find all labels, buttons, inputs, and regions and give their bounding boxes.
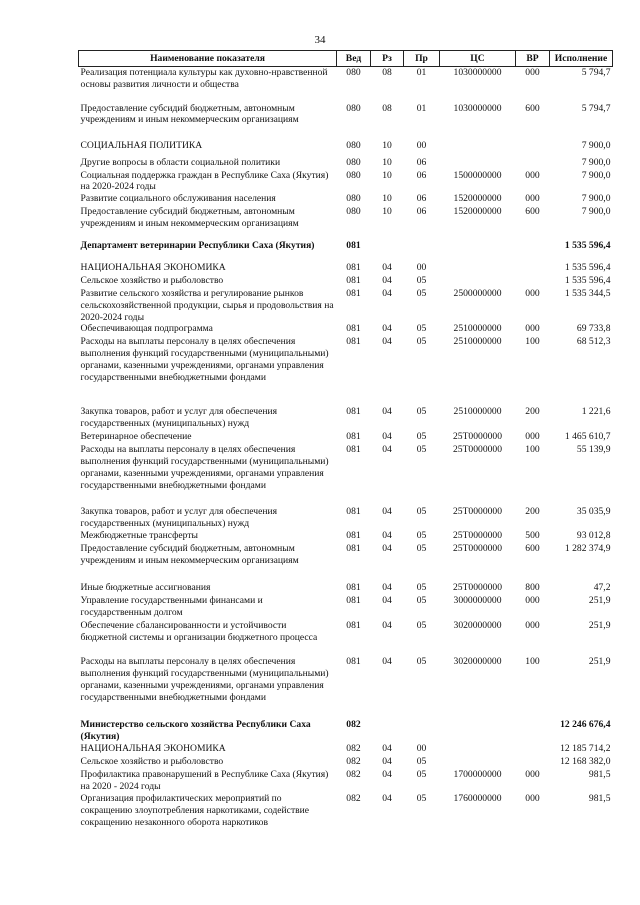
cell-rz: 04	[382, 323, 392, 335]
cell-pr: 00	[416, 139, 427, 151]
cell-vr: 500	[525, 530, 540, 542]
cell-exec: 1 282 374,9	[564, 543, 611, 555]
cell-cs: 1520000000	[453, 206, 502, 218]
cell-vr: 000	[525, 620, 540, 632]
table-row	[79, 140, 613, 157]
cell-rz: 10	[382, 206, 392, 218]
table-row	[79, 656, 613, 719]
table-row	[79, 193, 613, 206]
cell-vr: 000	[525, 769, 540, 781]
cell-vr	[516, 157, 550, 170]
cell-name: Развитие сельского хозяйства и регулирование рынков сельскохозяйственной продукции, сырья и продовольствия на 2020-2024 годы	[80, 288, 334, 323]
header-ved: Вед	[337, 51, 371, 67]
cell-pr: 06	[416, 193, 427, 205]
cell-vr: 200	[525, 506, 540, 518]
cell-name: Другие вопросы в области социальной политики	[80, 156, 281, 168]
table-row	[79, 262, 613, 275]
table-row	[79, 240, 613, 262]
cell-name: Предоставление субсидий бюджетным, автономным учреждениям и иным некоммерческим организациям	[80, 206, 299, 229]
cell-name: Профилактика правонарушений в Республике Саха (Якутия) на 2020 - 2024 годы	[80, 769, 329, 792]
cell-pr: 05	[416, 323, 427, 335]
cell-cs	[440, 240, 516, 262]
cell-ved: 082	[346, 793, 361, 805]
cell-exec: 1 535 596,4	[564, 275, 611, 287]
table-row	[79, 275, 613, 288]
cell-vr	[516, 275, 550, 288]
cell-cs: 2500000000	[453, 288, 502, 300]
cell-ved: 081	[346, 543, 361, 555]
cell-name: Закупка товаров, работ и услуг для обеспечения государственных (муниципальных) нужд	[80, 506, 278, 530]
cell-vr: 000	[525, 288, 540, 300]
cell-vr	[516, 756, 550, 769]
table-row	[79, 595, 613, 620]
cell-ved: 080	[346, 67, 361, 78]
cell-ved: 081	[346, 240, 361, 252]
cell-pr: 05	[416, 444, 427, 456]
cell-vr: 600	[525, 102, 540, 114]
cell-cs: 25Т0000000	[452, 543, 503, 555]
cell-exec: 251,9	[588, 595, 611, 607]
cell-pr: 05	[416, 793, 427, 805]
cell-ved: 081	[346, 323, 361, 335]
cell-cs: 2510000000	[453, 406, 502, 418]
cell-ved: 081	[346, 431, 361, 443]
cell-rz: 04	[382, 431, 392, 443]
cell-rz: 04	[382, 756, 392, 768]
cell-cs: 3000000000	[453, 595, 502, 607]
cell-pr: 05	[416, 582, 427, 594]
cell-pr: 00	[416, 262, 427, 274]
cell-ved: 082	[346, 769, 361, 781]
cell-pr: 05	[416, 336, 427, 348]
table-row	[79, 170, 613, 194]
cell-ved: 080	[346, 169, 361, 181]
cell-pr: 05	[416, 656, 427, 668]
cell-ved: 080	[346, 139, 361, 151]
cell-pr: 05	[416, 595, 427, 607]
cell-ved: 080	[346, 102, 361, 114]
cell-rz: 04	[382, 406, 392, 418]
page-number: 34	[314, 34, 326, 46]
cell-vr: 000	[525, 193, 540, 205]
cell-ved: 081	[346, 275, 361, 287]
cell-name: Ветеринарное обеспечение	[80, 431, 192, 443]
header-pr: Пр	[404, 51, 440, 67]
cell-rz: 04	[382, 262, 392, 274]
cell-ved: 081	[346, 582, 361, 594]
cell-cs: 1030000000	[453, 102, 502, 114]
cell-rz: 04	[382, 595, 392, 607]
cell-ved: 081	[346, 262, 361, 274]
cell-exec: 7 900,0	[581, 169, 611, 181]
cell-exec: 1 535 596,4	[564, 240, 611, 252]
cell-rz: 04	[382, 793, 392, 805]
cell-ved: 081	[346, 620, 361, 632]
header-exec: Исполнение	[550, 51, 613, 67]
table-row	[79, 206, 613, 240]
cell-pr	[404, 240, 440, 262]
cell-exec: 35 035,9	[576, 506, 611, 518]
cell-exec: 12 246 676,4	[560, 719, 611, 731]
cell-ved: 082	[346, 756, 361, 768]
cell-pr: 05	[416, 275, 427, 287]
cell-name: НАЦИОНАЛЬНАЯ ЭКОНОМИКА	[80, 262, 226, 274]
cell-cs	[440, 157, 516, 170]
cell-cs: 1520000000	[453, 193, 502, 205]
table-row	[79, 506, 613, 530]
cell-ved: 082	[346, 719, 361, 731]
cell-cs: 25Т0000000	[452, 582, 503, 594]
cell-exec: 5 794,7	[581, 67, 611, 78]
table-row	[79, 793, 613, 841]
cell-cs: 1700000000	[453, 769, 502, 781]
cell-pr: 01	[416, 67, 427, 78]
cell-exec: 1 535 344,5	[564, 288, 611, 300]
cell-pr: 05	[416, 756, 427, 768]
cell-exec: 47,2	[593, 582, 611, 594]
cell-name: Расходы на выплаты персоналу в целях обеспечения выполнения функций государственными (муниципальными) органами, казенными учреждениями, органами управления государственными внебюджетными фондами	[80, 336, 329, 383]
cell-ved: 082	[346, 743, 361, 755]
cell-cs	[440, 262, 516, 275]
table-row	[79, 444, 613, 506]
table-row	[79, 103, 613, 140]
table-row	[79, 769, 613, 793]
cell-rz: 04	[382, 288, 392, 300]
cell-ved: 080	[346, 156, 361, 168]
cell-vr: 100	[525, 444, 540, 456]
cell-ved: 081	[346, 595, 361, 607]
cell-vr: 000	[525, 169, 540, 181]
table-row	[79, 530, 613, 543]
cell-rz: 04	[382, 530, 392, 542]
cell-exec: 1 535 596,4	[564, 262, 611, 274]
cell-pr: 05	[416, 543, 427, 555]
cell-cs: 25Т0000000	[452, 431, 503, 443]
cell-rz	[371, 240, 404, 262]
cell-exec: 251,9	[588, 656, 611, 668]
cell-ved: 080	[346, 193, 361, 205]
cell-cs	[440, 756, 516, 769]
table-row	[79, 67, 613, 103]
cell-rz: 08	[382, 102, 392, 114]
cell-cs: 1500000000	[453, 169, 502, 181]
header-rz: Рз	[371, 51, 404, 67]
cell-name: Предоставление субсидий бюджетным, автономным учреждениям и иным некоммерческим организациям	[80, 543, 299, 567]
cell-vr	[516, 743, 550, 756]
cell-name: Министерство сельского хозяйства Республики Саха (Якутия)	[80, 719, 311, 743]
cell-name: Управление государственными финансами и государственным долгом	[80, 595, 263, 619]
cell-rz: 10	[382, 169, 392, 181]
cell-cs: 1030000000	[453, 67, 502, 78]
cell-exec: 981,5	[588, 769, 611, 781]
cell-vr	[516, 240, 550, 262]
cell-exec: 12 185 714,2	[560, 743, 611, 755]
cell-pr: 06	[416, 169, 427, 181]
cell-name: Сельское хозяйство и рыболовство	[80, 756, 224, 768]
cell-vr: 100	[525, 336, 540, 348]
cell-name: Обеспечивающая подпрограмма	[80, 323, 213, 335]
cell-cs	[440, 275, 516, 288]
header-name: Наименование показателя	[79, 51, 337, 67]
cell-exec: 1 221,6	[581, 406, 611, 418]
cell-name: Реализация потенциала культуры как духовно-нравственной основы развития личности и общества	[80, 67, 328, 90]
cell-ved: 081	[346, 530, 361, 542]
cell-name: Расходы на выплаты персоналу в целях обеспечения выполнения функций государственными (муниципальными) органами, казенными учреждениями, органами управления государственными внебюджетными фондами	[80, 444, 329, 491]
cell-cs: 3020000000	[453, 620, 502, 632]
cell-cs: 3020000000	[453, 656, 502, 668]
header-cs: ЦС	[440, 51, 516, 67]
cell-rz: 04	[382, 620, 392, 632]
cell-pr: 05	[416, 288, 427, 300]
cell-vr	[516, 262, 550, 275]
cell-vr: 000	[525, 793, 540, 805]
table-row	[79, 582, 613, 595]
cell-name: Департамент ветеринарии Республики Саха (Якутия)	[80, 240, 315, 252]
cell-pr: 05	[416, 406, 427, 418]
cell-exec: 981,5	[588, 793, 611, 805]
cell-rz: 10	[382, 156, 392, 168]
cell-rz: 04	[382, 769, 392, 781]
cell-cs: 25Т0000000	[452, 444, 503, 456]
cell-vr	[516, 140, 550, 157]
cell-pr	[404, 719, 440, 743]
cell-pr: 00	[416, 743, 427, 755]
cell-vr: 600	[525, 206, 540, 218]
budget-execution-table	[78, 50, 613, 841]
table-row	[79, 743, 613, 756]
cell-exec: 68 512,3	[576, 336, 611, 348]
cell-rz: 04	[382, 543, 392, 555]
cell-cs	[440, 743, 516, 756]
cell-exec: 55 139,9	[576, 444, 611, 456]
cell-pr: 05	[416, 620, 427, 632]
cell-exec: 5 794,7	[581, 102, 611, 114]
cell-pr: 05	[416, 431, 427, 443]
cell-rz: 10	[382, 139, 392, 151]
cell-ved: 081	[346, 656, 361, 668]
cell-pr: 06	[416, 156, 427, 168]
table-row	[79, 406, 613, 431]
table-row	[79, 543, 613, 582]
cell-name: Социальная поддержка граждан в Республике Саха (Якутия) на 2020-2024 годы	[80, 169, 329, 193]
cell-rz: 04	[382, 444, 392, 456]
cell-rz: 04	[382, 656, 392, 668]
cell-exec: 1 465 610,7	[564, 431, 611, 443]
table-row	[79, 431, 613, 444]
cell-exec: 69 733,8	[576, 323, 611, 335]
cell-cs	[440, 719, 516, 743]
cell-name: НАЦИОНАЛЬНАЯ ЭКОНОМИКА	[80, 743, 226, 755]
cell-cs: 2510000000	[453, 323, 502, 335]
cell-exec: 93 012,8	[576, 530, 611, 542]
cell-vr: 200	[525, 406, 540, 418]
cell-pr: 05	[416, 769, 427, 781]
cell-pr: 05	[416, 506, 427, 518]
cell-vr: 600	[525, 543, 540, 555]
table-row	[79, 288, 613, 323]
cell-name: Обеспечение сбалансированности и устойчивости бюджетной системы и организации бюджетного процесса	[80, 620, 318, 644]
cell-name: Иные бюджетные ассигнования	[80, 582, 211, 594]
cell-rz: 10	[382, 193, 392, 205]
cell-name: СОЦИАЛЬНАЯ ПОЛИТИКА	[80, 139, 203, 151]
cell-ved: 081	[346, 288, 361, 300]
table-row	[79, 756, 613, 769]
cell-vr: 000	[525, 67, 540, 78]
cell-pr: 05	[416, 530, 427, 542]
cell-ved: 081	[346, 406, 361, 418]
cell-name: Закупка товаров, работ и услуг для обеспечения государственных (муниципальных) нужд	[80, 406, 278, 430]
cell-rz: 04	[382, 275, 392, 287]
cell-vr: 000	[525, 595, 540, 607]
cell-pr: 06	[416, 206, 427, 218]
cell-rz	[371, 719, 404, 743]
cell-rz: 08	[382, 67, 392, 78]
cell-cs: 25Т0000000	[452, 530, 503, 542]
table-body	[79, 67, 613, 842]
cell-vr: 000	[525, 431, 540, 443]
cell-name: Предоставление субсидий бюджетным, автономным учреждениям и иным некоммерческим организациям	[80, 102, 299, 126]
cell-rz: 04	[382, 336, 392, 348]
cell-exec: 7 900,0	[581, 206, 611, 218]
cell-exec: 12 168 382,0	[560, 756, 611, 768]
cell-vr: 000	[525, 323, 540, 335]
cell-exec: 251,9	[588, 620, 611, 632]
table-row	[79, 336, 613, 406]
table-row	[79, 719, 613, 743]
cell-rz: 04	[382, 743, 392, 755]
cell-vr: 800	[525, 582, 540, 594]
cell-ved: 080	[346, 206, 361, 218]
table-row	[79, 323, 613, 336]
cell-exec: 7 900,0	[581, 139, 611, 151]
table-row	[79, 157, 613, 170]
cell-rz: 04	[382, 582, 392, 594]
table-row	[79, 620, 613, 656]
cell-vr	[516, 719, 550, 743]
header-vr: ВР	[516, 51, 550, 67]
cell-cs: 2510000000	[453, 336, 502, 348]
cell-pr: 01	[416, 102, 427, 114]
cell-name: Межбюджетные трансферты	[80, 530, 198, 542]
cell-name: Сельское хозяйство и рыболовство	[80, 275, 224, 287]
table-header-row	[79, 51, 613, 67]
cell-rz: 04	[382, 506, 392, 518]
cell-cs: 1760000000	[453, 793, 502, 805]
cell-exec: 7 900,0	[581, 156, 611, 168]
cell-cs: 25Т0000000	[452, 506, 503, 518]
cell-ved: 081	[346, 336, 361, 348]
cell-ved: 081	[346, 444, 361, 456]
cell-name: Организация профилактических мероприятий по сокращению злоупотребления наркотиками, содействие сокращению незаконного оборота наркотиков	[80, 793, 310, 828]
cell-name: Развитие социального обслуживания населения	[80, 193, 276, 205]
cell-ved: 081	[346, 506, 361, 518]
cell-cs	[440, 140, 516, 157]
cell-vr: 100	[525, 656, 540, 668]
cell-name: Расходы на выплаты персоналу в целях обеспечения выполнения функций государственными (муниципальными) органами, казенными учреждениями, органами управления государственными внебюджетными фондами	[80, 656, 329, 703]
cell-exec: 7 900,0	[581, 193, 611, 205]
